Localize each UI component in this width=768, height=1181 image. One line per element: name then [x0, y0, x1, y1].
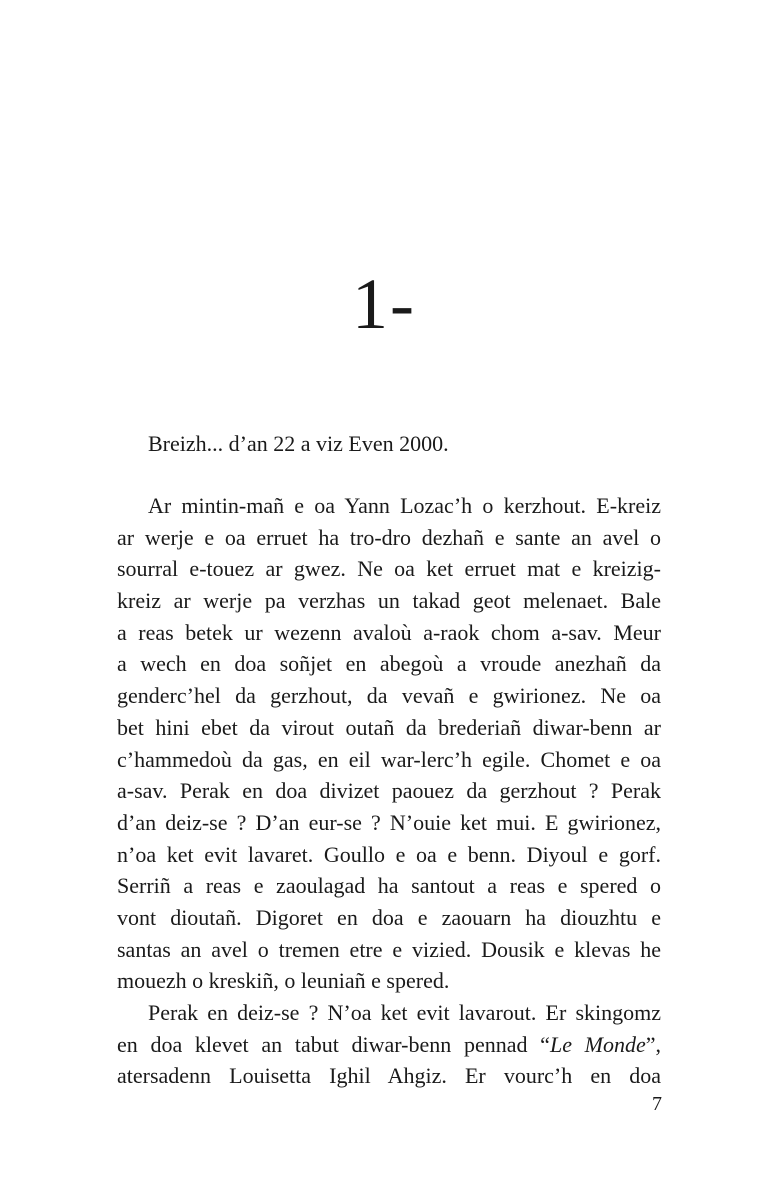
- text-line: Ar mintin-mañ e oa Yann Lozac’h o kerzhout. E-kreiz: [148, 493, 661, 518]
- newspaper-title: Le Monde: [549, 1031, 646, 1057]
- text-line: Serriñ a reas e zaoulagad ha santout a reas e spered o: [117, 873, 661, 899]
- body-text: [117, 490, 661, 1092]
- text-line: ar werje e oa erruet ha tro-dro dezhañ e sante an avel o: [117, 524, 661, 550]
- text-line: kreiz ar werje pa verzhas un takad geot melenaet. Bale: [117, 588, 661, 614]
- text-segment: en doa klevet an tabut diwar-benn pennad “: [117, 1031, 550, 1057]
- text-line: a reas betek ur wezenn avaloù a-raok chom a-sav. Meur: [117, 619, 661, 645]
- text-line: genderc’hel da gerzhout, da vevañ e gwirionez. Ne oa: [117, 683, 661, 709]
- text-line: n’oa ket evit lavaret. Goullo e oa e benn. Diyoul e gorf.: [117, 841, 661, 867]
- text-line: sourral e-touez ar gwez. Ne oa ket erruet mat e kreizig-: [117, 556, 661, 582]
- text-line: vont dioutañ. Digoret en doa e zaouarn ha diouzhtu e: [117, 904, 661, 930]
- text-line: d’an deiz-se ? D’an eur-se ? N’ouie ket mui. E gwirionez,: [117, 809, 661, 835]
- text-line: santas an avel o tremen etre e vizied. Dousik e klevas he: [117, 936, 661, 962]
- text-line: Perak en deiz-se ? N’oa ket evit lavarout. Er skingomz: [148, 1000, 661, 1025]
- text-line: a wech en doa soñjet en abegoù a vroude anezhañ da: [117, 651, 661, 677]
- paragraph-1: [117, 490, 661, 997]
- text-line-with-citation: [117, 1029, 661, 1061]
- text-line: c’hammedoù da gas, en eil war-lerc’h egile. Chomet e oa: [117, 746, 661, 772]
- page-number: 7: [652, 1093, 662, 1115]
- text-segment: ”,: [645, 1031, 662, 1057]
- dateline: Breizh... d’an 22 a viz Even 2000.: [148, 431, 449, 456]
- text-line: mouezh o kreskiñ, o leuniañ e spered.: [117, 968, 450, 994]
- paragraph-2: [117, 997, 661, 1092]
- chapter-number: 1-: [352, 264, 416, 344]
- text-line: atersadenn Louisetta Ighil Ahgiz. Er vourc’h en doa: [117, 1063, 661, 1089]
- text-line: a-sav. Perak en doa divizet paouez da gerzhout ? Perak: [117, 778, 661, 804]
- text-line: bet hini ebet da virout outañ da brederiañ diwar-benn ar: [117, 714, 661, 740]
